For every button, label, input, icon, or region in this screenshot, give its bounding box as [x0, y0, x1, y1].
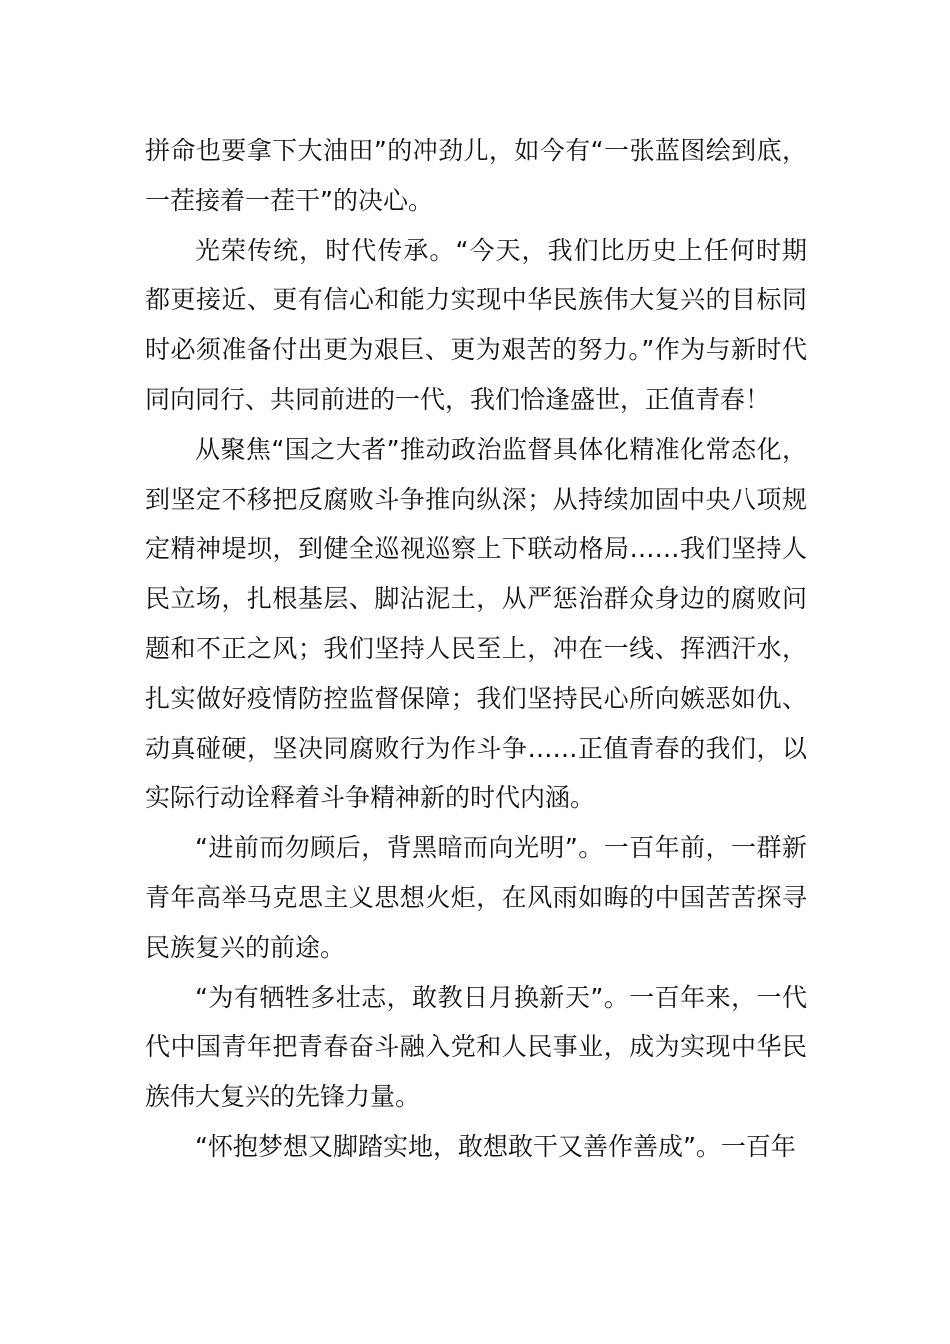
paragraph: “进前而勿顾后，背黑暗而向光明”。一百年前，一群新青年高举马克思主义思想火炬，在风雨如晦的中国苦苦探寻民族复兴的前途。	[145, 833, 807, 962]
paragraph-continued: 拼命也要拿下大油田”的冲劲儿，如今有“一张蓝图绘到底，一茬接着一茬干”的决心。	[145, 136, 807, 215]
document-body	[145, 126, 807, 1172]
paragraph: 从聚焦“国之大者”推动政治监督具体化精准化常态化，到坚定不移把反腐败斗争推向纵深；从持续加固中央八项规定精神堤坝，到健全巡视巡察上下联动格局……我们坚持人民立场，扎根基层、脚沾泥土，从严惩治群众身边的腐败问题和不正之风；我们坚持人民至上，冲在一线、挥洒汗水，扎实做好疫情防控监督保障；我们坚持民心所向嫉恶如仇、动真碰硬，坚决同腐败行为作斗争……正值青春的我们，以实际行动诠释着斗争精神新的时代内涵。	[145, 434, 807, 813]
paragraph: “为有牺牲多壮志，敢教日月换新天”。一百年来，一代代中国青年把青春奋斗融入党和人民事业，成为实现中华民族伟大复兴的先锋力量。	[145, 982, 807, 1112]
paragraph-truncated: “怀抱梦想又脚踏实地，敢想敢干又善作善成”。一百年	[195, 1131, 796, 1161]
paragraph: 光荣传统，时代传承。“今天，我们比历史上任何时期都更接近、更有信心和能力实现中华民族伟大复兴的目标同时必须准备付出更为艰巨、更为艰苦的努力。”作为与新时代同向同行、共同前进的一代，我们恰逢盛世，正值青春！	[145, 235, 807, 414]
